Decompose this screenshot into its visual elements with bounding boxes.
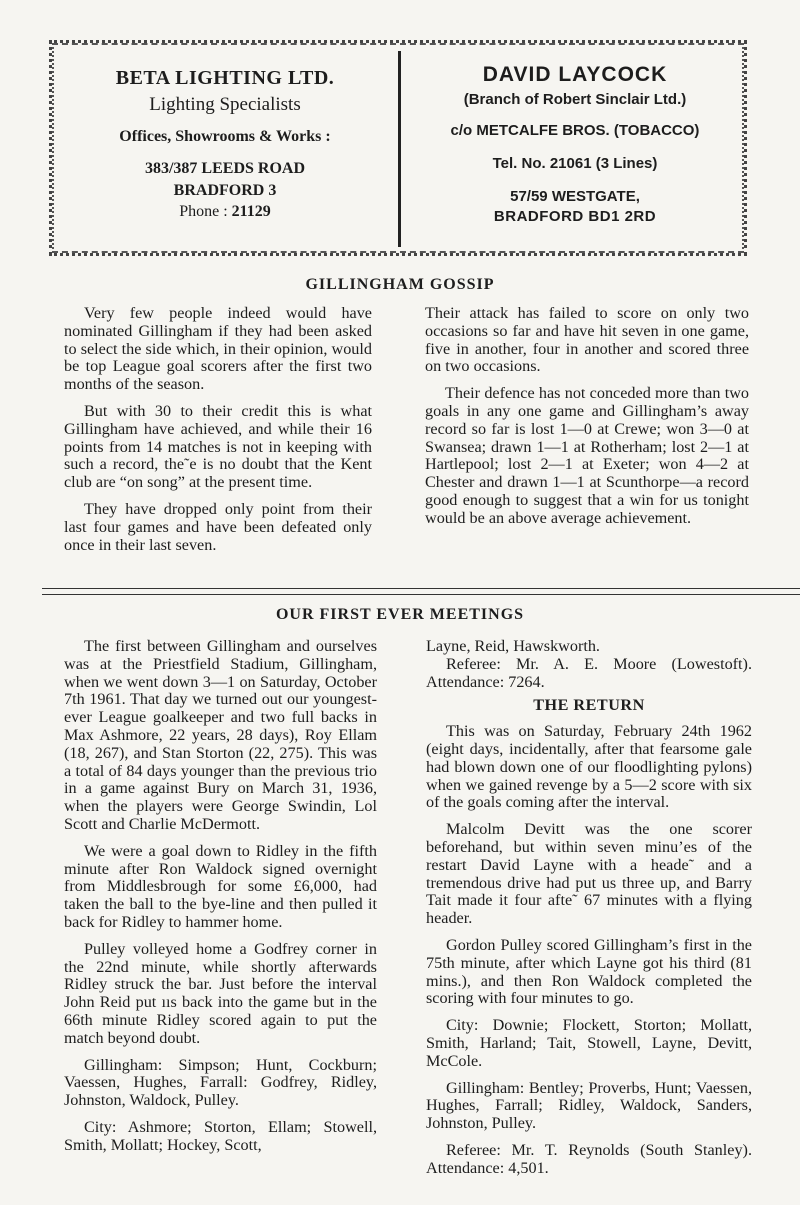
- meetings-right-column: [426, 638, 752, 1187]
- meetings-left-column: [64, 638, 377, 1164]
- gossip-right-column: [425, 305, 749, 537]
- section-rule: [42, 588, 800, 595]
- return-paragraph: Malcolm Devitt was the one scorer beforehand, but within seven minu’es of the restart David Layne with a heade˜ and a tremendous drive had put us three up, and Barry Tait made it four afte˜ 67 minutes with a flying header.: [426, 820, 752, 928]
- gossip-title: GILLINGHAM GOSSIP: [305, 276, 495, 293]
- return-paragraph: Gordon Pulley scored Gillingham’s first in the 75th minute, after which Layne got his third (81 mins.), and then Ron Waldock completed the scoring with four minutes to go.: [426, 935, 752, 1008]
- ad-address-line1: 383/387 LEEDS ROAD: [144, 160, 306, 177]
- meetings-lineup: City: Ashmore; Storton, Ellam; Stowell, Smith, Mollatt; Hockey, Scott,: [64, 1117, 377, 1154]
- gossip-paragraph: Their attack has failed to score on only two occasions so far and have hit seven in one game, five in another, four in another and scored three on two occasions.: [425, 304, 749, 376]
- ad-david-laycock: [408, 63, 742, 225]
- meetings-paragraph: Pulley volleyed home a Godfrey corner in the 22nd minute, while shortly afterwards Ridley struck the bar. Just before the interval John Reid put ııs back into the game but in the 66th minute Ridley scored again to put the match beyond doubt.: [64, 939, 377, 1047]
- return-paragraph: This was on Saturday, February 24th 1962 (eight days, incidentally, after that fearsome gale had blown down one of our floodlighting pylons) when we gained revenge by a 5—2 score with six of the goals coming after the interval.: [426, 722, 752, 812]
- return-lineup: City: Downie; Flockett, Storton; Mollatt, Smith, Harland; Tait, Stowell, Layne, Devitt, McCole.: [426, 1016, 752, 1070]
- gossip-paragraph: Very few people indeed would have nominated Gillingham if they had been asked to select the side which, in their opinion, would be top League goal scorers after the first two months of the season.: [64, 304, 372, 394]
- meetings-lineup: Gillingham: Simpson; Hunt, Cockburn; Vaessen, Hughes, Farrall: Godfrey, Ridley, Johnston, Waldock, Pulley.: [64, 1055, 377, 1110]
- meetings-referee: Referee: Mr. A. E. Moore (Lowestoft). Attendance: 7264.: [426, 654, 752, 691]
- ad-address-line1: 57/59 WESTGATE,: [510, 188, 640, 205]
- ad-care-of: c/o METCALFE BROS. (TOBACCO): [450, 122, 700, 139]
- gossip-left-column: [64, 305, 372, 563]
- return-lineup: Gillingham: Bentley; Proverbs, Hunt; Vaessen, Hughes, Farrall; Ridley, Waldock, Sanders, Johnston, Pulley.: [426, 1078, 752, 1133]
- gossip-paragraph: But with 30 to their credit this is what Gillingham have achieved, and while their 16 points from 14 matches is not in keeping with such a record, the˜e is no doubt that the Kent club are “on song” at the present time.: [64, 401, 372, 492]
- ad-offices: Offices, Showrooms & Works :: [119, 128, 331, 145]
- ad-phone-number: 21129: [231, 203, 271, 220]
- ad-beta-lighting: [60, 63, 390, 221]
- meetings-title: OUR FIRST EVER MEETINGS: [275, 606, 525, 623]
- return-subtitle: THE RETURN: [533, 696, 645, 715]
- ad-phone: [60, 203, 390, 221]
- ad-divider: [398, 51, 401, 247]
- ad-name: DAVID LAYCOCK: [482, 63, 668, 86]
- ad-telephone: Tel. No. 21061 (3 Lines): [492, 155, 658, 172]
- ad-address-line2: BRADFORD BD1 2RD: [493, 208, 657, 225]
- gossip-paragraph: Their defence has not conceded more than two goals in any one game and Gillingham’s away record so far is lost 1—0 at Crewe; won 3—0 at Swansea; drawn 1—1 at Rotherham; lost 2—1 at Hartlepool; lost 2—1 at Exeter; won 4—2 at Chester and drawn 1—1 at Scunthorpe—a record good enough to suggest that a win for us tonight would be an above average achievement.: [425, 384, 749, 527]
- gossip-paragraph: They have dropped only point from their last four games and have been defeated only once in their last seven.: [64, 499, 372, 554]
- ad-phone-label: Phone :: [179, 203, 232, 220]
- meetings-lineup-cont: Layne, Reid, Hawskworth.: [426, 637, 600, 655]
- advertisement-box: [46, 37, 750, 259]
- ad-tagline: Lighting Specialists: [149, 94, 301, 115]
- meetings-paragraph: We were a goal down to Ridley in the fifth minute after Ron Waldock signed overnight from Middlesbrough for some £6,000, had taken the ball to the bye-line and then pulled it back for Ridley to hammer home.: [64, 841, 377, 931]
- ad-address-line2: BRADFORD 3: [173, 182, 277, 199]
- ad-branch: (Branch of Robert Sinclair Ltd.): [463, 91, 687, 108]
- return-referee: Referee: Mr. T. Reynolds (South Stanley). Attendance: 4,501.: [426, 1140, 752, 1177]
- meetings-paragraph: The first between Gillingham and ourselves was at the Priestfield Stadium, Gillingham, when we went down 3—1 on Saturday, October 7th 1961. That day we turned out our youngest-ever League goalkeeper and two full backs in Max Ashmore, 22 years, 28 days), Roy Ellam (18, 267), and Stan Storton (22, 275). This was a total of 84 days younger than the previous trio in a game against Bury on March 31, 1936, when the players were George Swindin, Lol Scott and Charlie McDermott.: [64, 637, 377, 833]
- ad-company-name: BETA LIGHTING LTD.: [115, 67, 335, 89]
